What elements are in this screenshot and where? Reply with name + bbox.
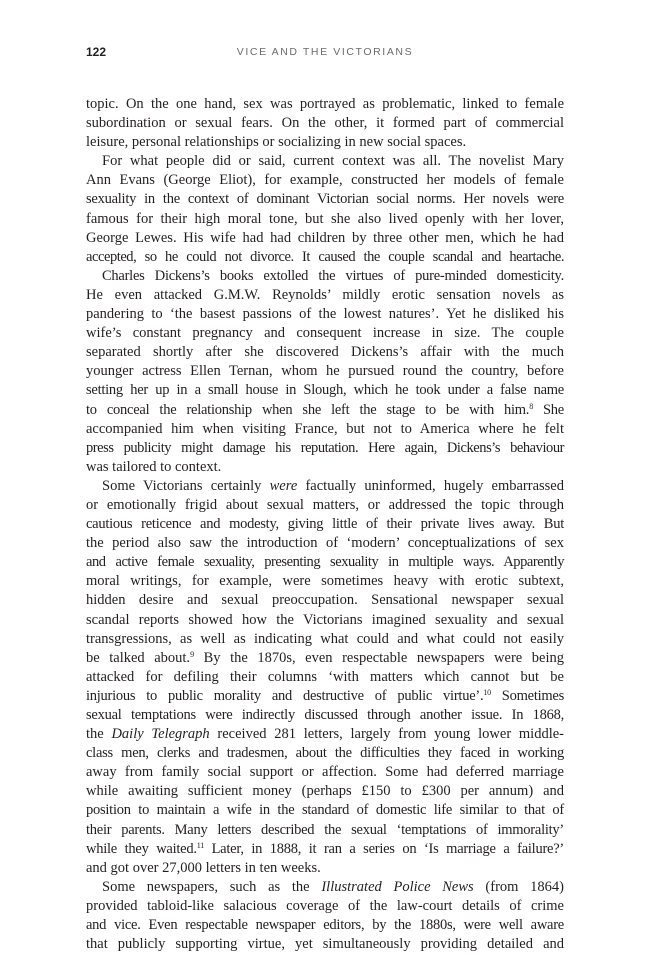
text-line: famous for their high moral tone, but she also lived openly with her lover, [86, 210, 564, 227]
text-line: wife’s constant pregnancy and consequent increase in size. The couple [86, 325, 564, 342]
text-line: while they waited.$^{11}$ Later, in 1888, it ran a series on ‘Is marriage a failure?’ [86, 840, 564, 857]
text-line: transgressions, as well as indicating what could and what could not easily [86, 630, 564, 647]
body-text [86, 95, 564, 954]
text-line: was tailored to context. [86, 458, 222, 475]
running-title: VICE AND THE VICTORIANS [236, 46, 414, 58]
footnote-ref: 9 [190, 649, 195, 659]
text-line: For what people did or said, current context was all. The novelist Mary [102, 153, 564, 170]
text-line: Ann Evans (George Eliot), for example, constructed her models of female [86, 172, 564, 189]
text-line: their parents. Many letters described the sexual ‘temptations of immorality’ [86, 821, 564, 838]
text-line: press publicity might damage his reputation. Here again, Dickens’s behaviour [86, 439, 564, 456]
text-line: topic. On the one hand, sex was portrayed as problematic, linked to female [86, 96, 564, 112]
text-line: hidden desire and sexual preoccupation. Sensational newspaper sexual [86, 592, 564, 609]
text-line: position to maintain a wife in the standard of domestic life similar to that of [86, 802, 564, 819]
text-line: the period also saw the introduction of ‘modern’ conceptualizations of sex [86, 535, 564, 552]
text-line: moral writings, for example, were sometimes heavy with erotic subtext, [86, 573, 564, 590]
text-line: injurious to public morality and destructive of public virtue’.$^{10}$ Sometimes [86, 687, 565, 704]
text-line: and got over 27,000 letters in ten weeks. [86, 859, 321, 876]
text-line: sexual temptations were indirectly discussed through another issue. In 1868, [86, 707, 564, 723]
text-line: Some Victorians certainly were factually uninformed, hugely embarrassed [102, 477, 564, 494]
text-line: He even attacked G.M.W. Reynolds’ mildly erotic sensation novels as [86, 286, 564, 303]
text-line: away from family social support or affection. Some had deferred marriage [86, 764, 564, 781]
text-line: or emotionally frigid about sexual matters, or addressed the topic through [86, 496, 564, 513]
text-line: class men, clerks and tradesmen, about the difficulties they faced in working [86, 745, 564, 762]
text-line: Charles Dickens’s books extolled the virtues of pure-minded domesticity. [102, 267, 564, 284]
footnote-ref: 8 [529, 401, 533, 411]
text-line: cautious reticence and modesty, giving little of their private lives away. But [86, 516, 564, 533]
text-line: be talked about.$^9$ By the 1870s, even respectable newspapers were being [86, 649, 564, 666]
text-line: provided tabloid-like salacious coverage of the law-court details of crime [86, 897, 564, 914]
footnote-ref: 10 [483, 687, 491, 697]
text-line: pandering to ‘the basest passions of the lowest natures’. Yet he disliked his [86, 306, 564, 323]
text-line: that publicly supporting virtue, yet simultaneously providing detailed and [86, 936, 564, 953]
footnote-ref: 11 [196, 840, 204, 850]
text-line: to conceal the relationship when she left the stage to be with him.$^8$ She [86, 401, 564, 418]
text-line: scandal reports showed how the Victorians imagined sexuality and sexual [86, 611, 564, 628]
text-line: leisure, personal relationships or socializing in new social spaces. [86, 134, 467, 151]
text-line: separated shortly after she discovered Dickens’s affair with the much [86, 344, 564, 361]
page-number: 122 [86, 45, 107, 59]
text-line: attacked for defiling their columns ‘with matters which cannot but be [86, 668, 564, 685]
text-line: accepted, so he could not divorce. It caused the couple scandal and heartache. [86, 248, 564, 265]
text-line: while awaiting sufficient money (perhaps £150 to £300 per annum) and [86, 783, 564, 800]
text-line: younger actress Ellen Ternan, whom he pursued round the country, before [86, 363, 564, 380]
text-line: setting her up in a small house in Slough, which he took under a false name [86, 382, 564, 399]
text-line: accompanied him when visiting France, but not to America where he felt [86, 420, 564, 437]
text-line: and vice. Even respectable newspaper editors, by the 1880s, were well aware [86, 917, 564, 934]
text-line: subordination or sexual fears. On the other, it formed part of commercial [86, 115, 564, 132]
running-head [86, 45, 564, 63]
text-line: George Lewes. His wife had had children by three other men, which he had [86, 229, 564, 246]
text-line: Some newspapers, such as the Illustrated Police News (from 1864) [102, 878, 564, 895]
text-line: and active female sexuality, presenting sexuality in multiple ways. Apparently [86, 554, 564, 571]
text-line: the Daily Telegraph received 281 letters, largely from young lower middle- [86, 726, 564, 743]
text-line: sexuality in the context of dominant Victorian social norms. Her novels were [86, 191, 564, 208]
